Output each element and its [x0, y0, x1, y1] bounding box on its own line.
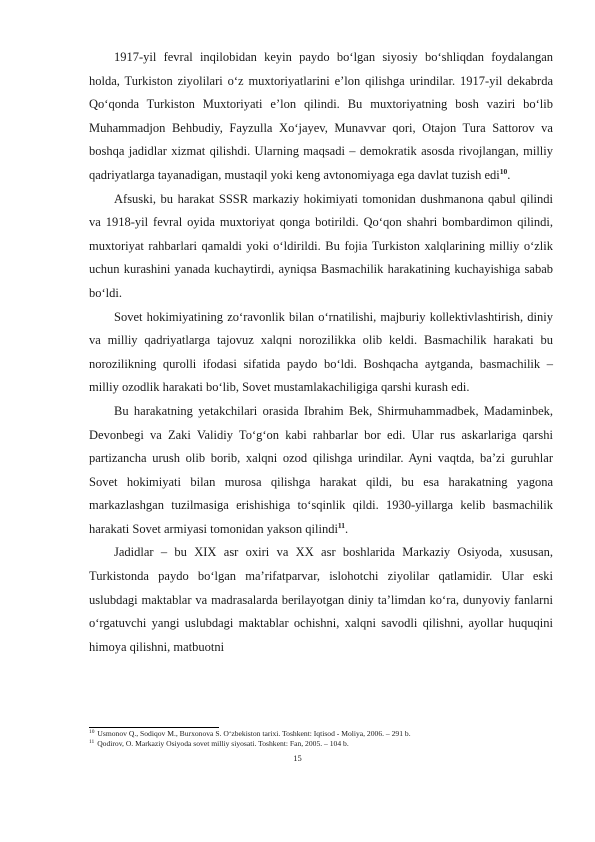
page-number: 15	[293, 753, 302, 763]
paragraph-tail: .	[507, 167, 511, 182]
paragraph	[89, 541, 553, 659]
footnote-number: 11	[89, 739, 95, 745]
paragraph-text: Jadidlar – bu XIX asr oxiri va XX asr boshlarida Markaziy Osiyoda, xususan, Turkistonda paydo bo‘lgan ma’rifatparvar, islohotchi ziyolilar qatlamidir. Ular eski uslubdagi maktablar va madrasalarda berilayotgan diniy ta’limdan ko‘ra, dunyoviy fanlarni o‘rgatuvchi yangi uslubdagi maktablar ochishni, xalqni savodli qilishni, ayollar huquqini himoya qilishni, matbuotni	[89, 545, 553, 654]
footnote-ref: 10	[499, 166, 508, 176]
paragraph	[89, 306, 553, 400]
paragraph	[89, 188, 553, 306]
footnote	[89, 739, 553, 749]
footnotes	[89, 727, 553, 749]
footnote-text: Qodirov, O. Markaziy Osiyoda sovet milliy siyosati. Toshkent: Fan, 2005. – 104 b.	[97, 739, 349, 748]
paragraph-text: Bu harakatning yetakchilari orasida Ibrahim Bek, Shirmuhammadbek, Madaminbek, Devonbegi va Zaki Validiy To‘g‘on kabi rahbarlar bor edi. Ular rus askarlariga qarshi partizancha urush olib borib, xalqni ozod qilishga urindilar. Ayni vaqtda, ba’zi guruhlar Sovet hokimiyati bilan murosa qilishga harakat qildi, bu esa harakatning yagona markazlashgan tuzilmasiga erishishiga to‘sqinlik qildi. 1930-yillarga kelib basmachilik harakati Sovet armiyasi tomonidan yakson qilindi	[89, 403, 553, 536]
paragraph	[89, 400, 553, 542]
footnote-ref: 11	[337, 520, 346, 530]
document-body	[89, 46, 553, 659]
footnote-divider	[89, 727, 219, 728]
paragraph-tail: .	[345, 521, 349, 536]
footnote-number: 10	[89, 729, 95, 735]
footnote-text: Usmonov Q., Sodiqov M., Burxonova S. O‘zbekiston tarixi. Toshkent: Iqtisod - Moliya, 2006. – 291 b.	[97, 729, 411, 738]
footnote	[89, 729, 553, 739]
paragraph-text: Sovet hokimiyatining zo‘ravonlik bilan o‘rnatilishi, majburiy kollektivlashtirish, diniy va milliy qadriyatlarga tajovuz xalqni norozilikka olib keldi. Basmachilik harakati bu norozilikning qurolli ifodasi sifatida paydo bo‘ldi. Boshqacha aytganda, basmachilik – milliy ozodlik harakati bo‘lib, Sovet mustamlakachiligiga qarshi kurash edi.	[89, 309, 553, 395]
paragraph-text: Afsuski, bu harakat SSSR markaziy hokimiyati tomonidan dushmanona qabul qilindi va 1918-yil fevral oyida muxtoriyat qonga botirildi. Qo‘qon shahri bombardimon qilindi, muxtoriyat rahbarlari qamaldi yoki o‘ldirildi. Bu fojia Turkiston xalqlarining milliy o‘zlik uchun kurashini yanada kuchaytirdi, ayniqsa Basmachilik harakatining kuchayishiga sabab bo‘ldi.	[89, 191, 553, 300]
paragraph-text: 1917-yil fevral inqilobidan keyin paydo bo‘lgan siyosiy bo‘shliqdan foydalangan holda, Turkiston ziyolilari o‘z muxtoriyatlarini e’lon qilishga urindilar. 1917-yil dekabrda Qo‘qonda Turkiston Muxtoriyati e’lon qilindi. Bu muxtoriyatning bosh vaziri bo‘lib Muhammadjon Behbudiy, Fayzulla Xo‘jayev, Munavvar qori, Otajon Tura Sattorov va boshqa jadidlar xizmat qilishdi. Ularning maqsadi – demokratik asosda rivojlangan, milliy qadriyatlarga tayanadigan, mustaqil yoki keng avtonomiyaga ega davlat tuzish edi	[89, 50, 553, 182]
paragraph	[89, 46, 553, 188]
